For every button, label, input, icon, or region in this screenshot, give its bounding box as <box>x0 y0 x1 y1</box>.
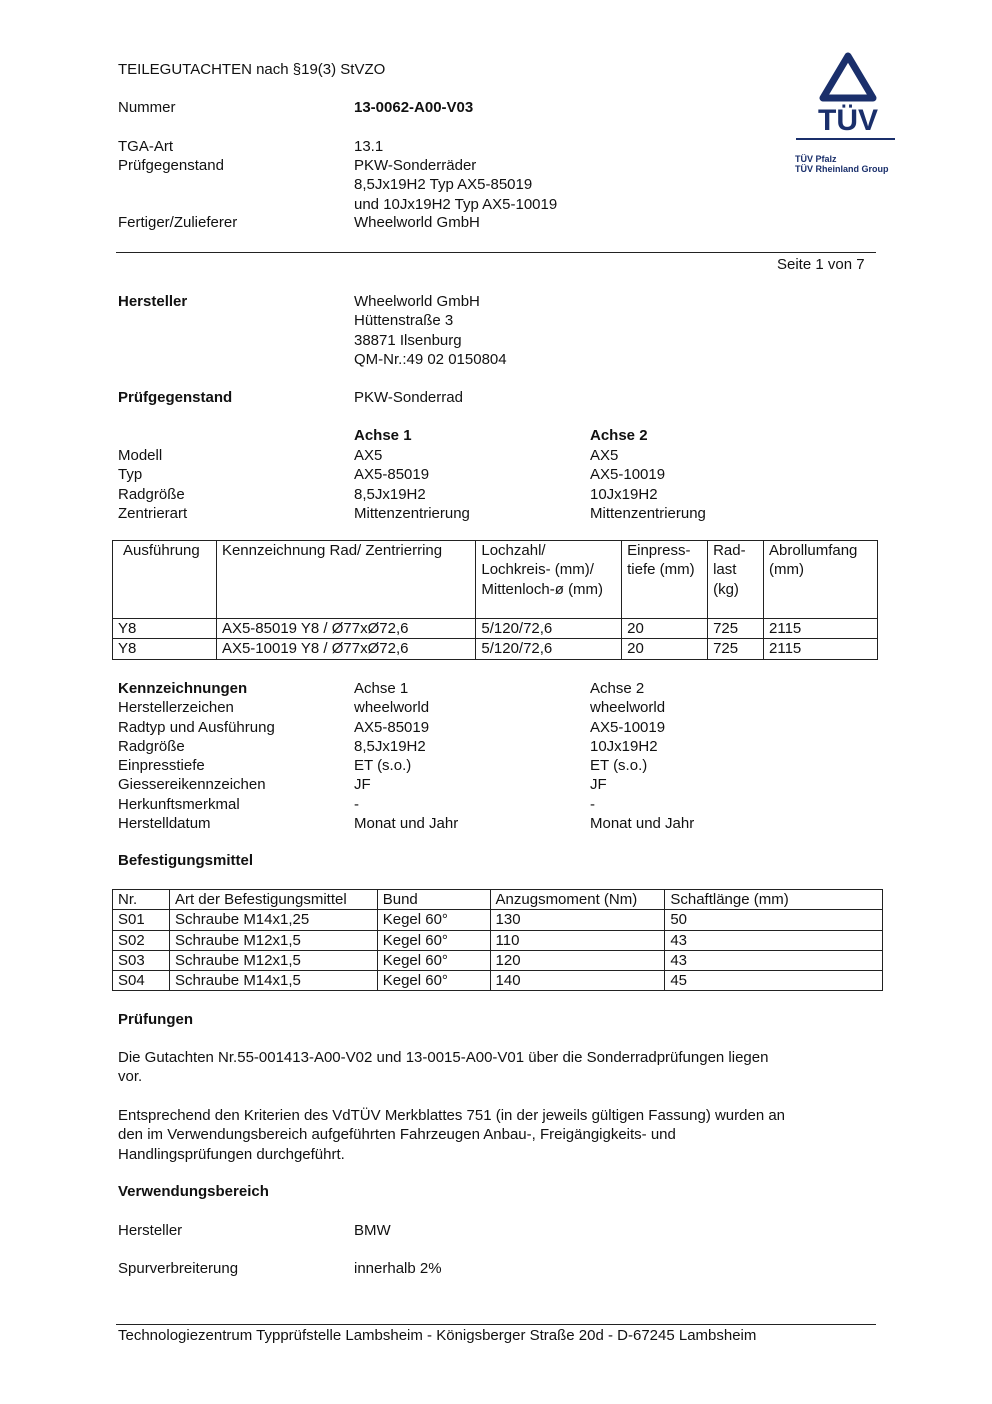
tga-value: 13.1 <box>354 138 384 155</box>
kennz-achse1 <box>354 679 458 833</box>
kennz-value: wheelworld <box>590 699 666 717</box>
spec-label: Modell <box>118 447 163 464</box>
table-header-row <box>113 541 878 619</box>
spec-value: AX5-85019 <box>354 466 430 484</box>
kennz-achse1-heading: Achse 1 <box>354 680 409 697</box>
spec-value: AX5 <box>354 447 383 464</box>
table-cell: S01 <box>113 910 170 930</box>
page-number: Seite 1 von 7 <box>777 256 865 273</box>
kennz-value: 8,5Jx19H2 <box>354 737 426 755</box>
table-header-cell: Bund <box>377 890 490 910</box>
table-cell: 20 <box>622 619 708 639</box>
spec-value: AX5-10019 <box>590 466 666 484</box>
header-divider <box>116 252 876 253</box>
table-row <box>113 971 883 991</box>
footer-divider <box>116 1324 876 1325</box>
kennz-value: - <box>354 795 359 813</box>
table-row <box>113 619 878 639</box>
kennz-label: Herkunftsmerkmal <box>118 795 240 813</box>
kennz-label: Radtyp und Ausführung <box>118 718 275 736</box>
pruefgegenstand-value: PKW-Sonderrad <box>354 389 463 406</box>
table-cell: 43 <box>665 950 883 970</box>
nummer-value: 13-0062-A00-V03 <box>354 99 474 116</box>
verwendung-hersteller-label: Hersteller <box>118 1222 183 1239</box>
spec-labels <box>118 446 187 523</box>
document-title: TEILEGUTACHTEN nach §19(3) StVZO <box>118 61 386 78</box>
hersteller-line: Wheelworld GmbH <box>354 293 480 310</box>
hersteller-address <box>354 292 507 369</box>
pruefungen-paragraph-2 <box>118 1106 785 1164</box>
pruefgegenstand-header-label: Prüfgegenstand <box>118 157 224 174</box>
pruef-line: PKW-Sonderräder <box>354 157 477 174</box>
table-header-cell: Nr. <box>113 890 170 910</box>
achse1-heading: Achse 1 <box>354 427 412 444</box>
table-cell: 130 <box>490 910 665 930</box>
achse2-heading: Achse 2 <box>590 427 648 444</box>
fertiger-value: Wheelworld GmbH <box>354 214 480 231</box>
spec-label: Typ <box>118 466 143 484</box>
kennz-value: - <box>590 795 595 813</box>
spec-value: Mittenzentrierung <box>354 504 470 522</box>
kennz-value: JF <box>590 776 607 794</box>
spec-achse1 <box>354 446 470 523</box>
ausfuehrung-table <box>112 540 878 660</box>
hersteller-line: Hüttenstraße 3 <box>354 312 454 330</box>
kennz-value: Monat und Jahr <box>590 815 695 833</box>
paragraph-line: Entsprechend den Kriterien des VdTÜV Merkblattes 751 (in der jeweils gültigen Fassung) wurden an <box>118 1107 786 1124</box>
table-cell: 2115 <box>764 639 878 659</box>
table-row <box>113 910 883 930</box>
table-cell: 45 <box>665 971 883 991</box>
table-cell: Y8 <box>113 619 217 639</box>
pruefgegenstand-header-value <box>354 156 557 214</box>
table-cell: Kegel 60° <box>377 971 490 991</box>
pruefgegenstand-label: Prüfgegenstand <box>118 389 233 406</box>
spec-value: AX5 <box>590 447 619 464</box>
paragraph-line: den im Verwendungsbereich aufgeführten Fahrzeugen Anbau-, Freigängigkeits- und <box>118 1126 676 1144</box>
kennz-labels <box>118 679 275 833</box>
nummer-label: Nummer <box>118 99 176 116</box>
spec-label: Zentrierart <box>118 504 188 522</box>
table-cell: 43 <box>665 930 883 950</box>
table-cell: 2115 <box>764 619 878 639</box>
table-cell: Kegel 60° <box>377 930 490 950</box>
kennz-value: ET (s.o.) <box>354 757 412 775</box>
kennz-value: Monat und Jahr <box>354 815 459 833</box>
befestigung-label: Befestigungsmittel <box>118 852 254 869</box>
table-row <box>113 930 883 950</box>
befestigung-table <box>112 889 883 991</box>
kennz-value: wheelworld <box>354 699 430 717</box>
table-cell: Schraube M14x1,25 <box>169 910 377 930</box>
footer-text: Technologiezentrum Typprüfstelle Lambsheim - Königsberger Straße 20d - D-67245 Lambsheim <box>118 1327 757 1344</box>
logo-sub-line: TÜV Pfalz <box>795 154 837 164</box>
kennz-value: AX5-10019 <box>590 718 666 736</box>
paragraph-line: vor. <box>118 1068 143 1086</box>
kennz-label: Herstelldatum <box>118 815 211 833</box>
kennz-label: Giessereikennzeichen <box>118 776 266 794</box>
table-cell: 110 <box>490 930 665 950</box>
verwendung-label: Verwendungsbereich <box>118 1183 269 1200</box>
table-cell: 140 <box>490 971 665 991</box>
table-cell: Kegel 60° <box>377 910 490 930</box>
table-cell: 5/120/72,6 <box>476 639 622 659</box>
spec-value: 10Jx19H2 <box>590 485 658 503</box>
table-header-cell: Lochzahl/ Lochkreis- (mm)/ Mittenloch-ø (mm) <box>476 541 622 619</box>
spurverbreiterung-value: innerhalb 2% <box>354 1260 442 1277</box>
table-row <box>113 639 878 659</box>
tga-label: TGA-Art <box>118 138 173 155</box>
table-cell: 5/120/72,6 <box>476 619 622 639</box>
kennz-label: Herstellerzeichen <box>118 699 234 717</box>
table-header-cell: Rad-last (kg) <box>708 541 764 619</box>
fertiger-label: Fertiger/Zulieferer <box>118 214 238 231</box>
table-cell: S02 <box>113 930 170 950</box>
kennz-achse2-heading: Achse 2 <box>590 680 645 697</box>
pruefungen-label: Prüfungen <box>118 1011 193 1028</box>
spec-achse2 <box>590 446 706 523</box>
table-cell: 725 <box>708 619 764 639</box>
kennz-achse2 <box>590 679 694 833</box>
spec-value: 8,5Jx19H2 <box>354 485 426 503</box>
table-cell: 20 <box>622 639 708 659</box>
table-header-cell: Kennzeichnung Rad/ Zentrierring <box>216 541 475 619</box>
logo-text: TÜV <box>818 104 878 137</box>
hersteller-line: QM-Nr.:49 02 0150804 <box>354 350 507 368</box>
kennz-value: AX5-85019 <box>354 718 430 736</box>
logo-sub-line: TÜV Rheinland Group <box>795 164 889 174</box>
table-cell: Schraube M12x1,5 <box>169 930 377 950</box>
table-header-cell: Art der Befestigungsmittel <box>169 890 377 910</box>
table-cell: 725 <box>708 639 764 659</box>
paragraph-line: Die Gutachten Nr.55-001413-A00-V02 und 13-0015-A00-V01 über die Sonderradprüfungen liegen <box>118 1049 769 1066</box>
table-cell: 120 <box>490 950 665 970</box>
spec-label: Radgröße <box>118 485 185 503</box>
table-cell: Kegel 60° <box>377 950 490 970</box>
kennz-label: Einpresstiefe <box>118 757 205 775</box>
table-cell: AX5-10019 Y8 / Ø77xØ72,6 <box>216 639 475 659</box>
kennz-label: Radgröße <box>118 737 185 755</box>
kennz-value: JF <box>354 776 371 794</box>
table-cell: Schraube M14x1,5 <box>169 971 377 991</box>
kennz-value: 10Jx19H2 <box>590 737 658 755</box>
pruefungen-paragraph-1 <box>118 1048 768 1087</box>
spec-value: Mittenzentrierung <box>590 504 706 522</box>
table-header-cell: Einpress-tiefe (mm) <box>622 541 708 619</box>
kennz-value: ET (s.o.) <box>590 757 648 775</box>
table-cell: 50 <box>665 910 883 930</box>
pruef-line: 8,5Jx19H2 Typ AX5-85019 <box>354 176 533 194</box>
table-cell: Y8 <box>113 639 217 659</box>
table-header-cell: Anzugsmoment (Nm) <box>490 890 665 910</box>
table-cell: Schraube M12x1,5 <box>169 950 377 970</box>
table-header-cell: Ausführung <box>113 541 217 619</box>
verwendung-hersteller-value: BMW <box>354 1222 391 1239</box>
hersteller-line: 38871 Ilsenburg <box>354 331 462 349</box>
spurverbreiterung-label: Spurverbreiterung <box>118 1260 239 1277</box>
table-header-cell: Schaftlänge (mm) <box>665 890 883 910</box>
logo-subtitle <box>795 154 889 174</box>
table-header-cell: Abrollumfang (mm) <box>764 541 878 619</box>
table-cell: S04 <box>113 971 170 991</box>
table-cell: S03 <box>113 950 170 970</box>
table-cell: AX5-85019 Y8 / Ø77xØ72,6 <box>216 619 475 639</box>
table-header-row <box>113 890 883 910</box>
kennzeichnungen-label: Kennzeichnungen <box>118 680 248 697</box>
hersteller-label: Hersteller <box>118 293 188 310</box>
pruef-line: und 10Jx19H2 Typ AX5-10019 <box>354 195 558 213</box>
table-row <box>113 950 883 970</box>
paragraph-line: Handlingsprüfungen durchgeführt. <box>118 1145 345 1163</box>
